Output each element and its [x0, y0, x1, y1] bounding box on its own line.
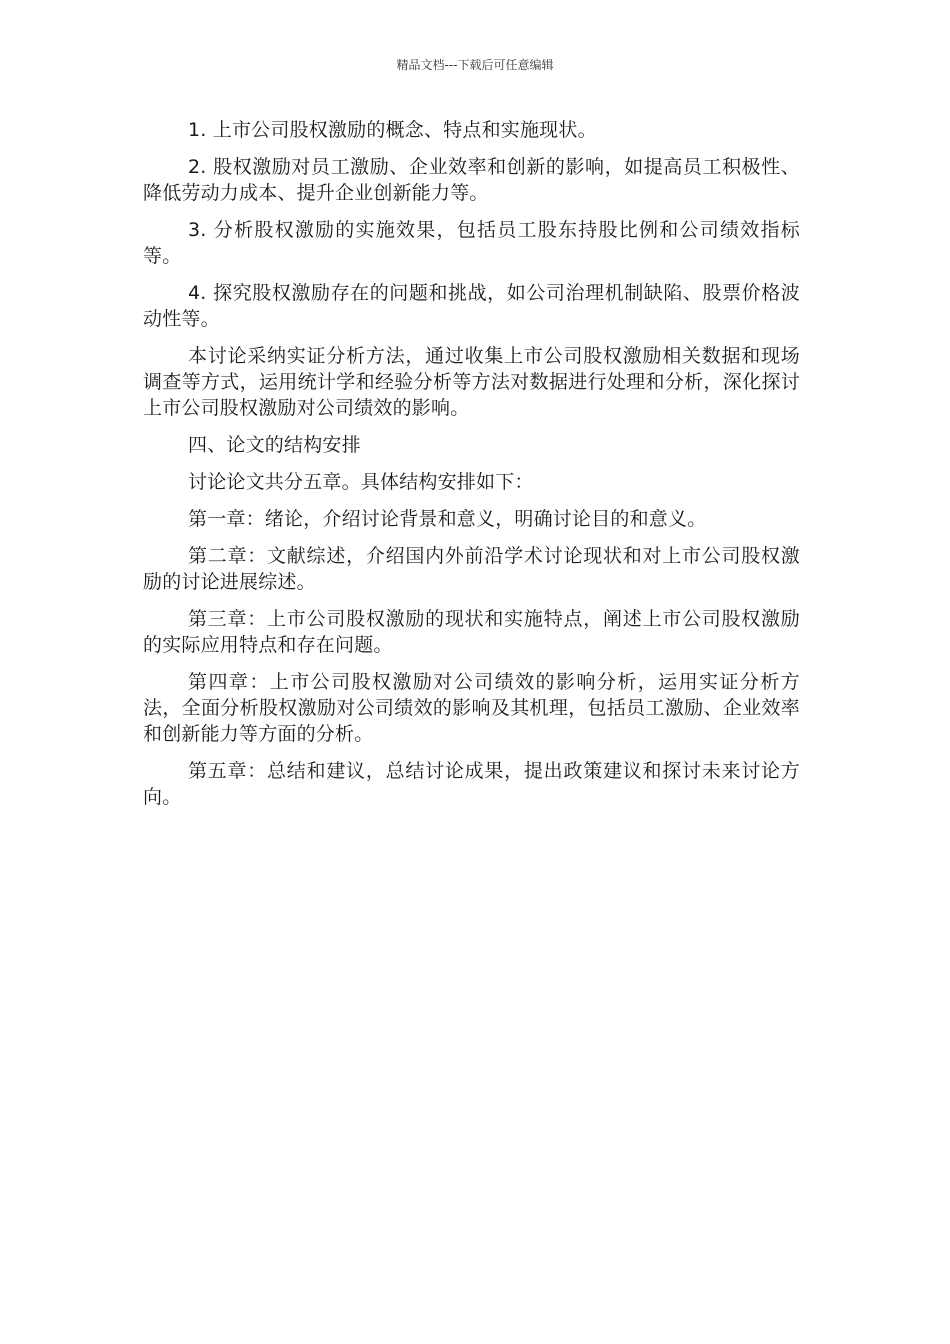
section-heading: 四、论文的结构安排 — [188, 434, 361, 456]
list-item-2: 2. 股权激励对员工激励、企业效率和创新的影响，如提高员工积极性、降低劳动力成本、提升企业创新能力等。 — [143, 156, 800, 204]
list-item-3: 3. 分析股权激励的实施效果，包括员工股东持股比例和公司绩效指标等。 — [143, 219, 800, 267]
method-paragraph: 本讨论采纳实证分析方法，通过收集上市公司股权激励相关数据和现场调查等方式，运用统计学和经验分析等方法对数据进行处理和分析，深化探讨上市公司股权激励对公司绩效的影响。 — [143, 345, 800, 419]
structure-intro: 讨论论文共分五章。具体结构安排如下： — [188, 471, 534, 493]
document-body — [143, 117, 800, 821]
list-item-4: 4. 探究股权激励存在的问题和挑战，如公司治理机制缺陷、股票价格波动性等。 — [143, 282, 800, 330]
chapter-2: 第二章：文献综述，介绍国内外前沿学术讨论现状和对上市公司股权激励的讨论进展综述。 — [143, 545, 800, 593]
page-header: 精品文档---下载后可任意编辑 — [396, 58, 554, 72]
chapter-3: 第三章：上市公司股权激励的现状和实施特点，阐述上市公司股权激励的实际应用特点和存在问题。 — [143, 608, 800, 656]
list-item-1: 1. 上市公司股权激励的概念、特点和实施现状。 — [188, 119, 597, 141]
chapter-1: 第一章：绪论，介绍讨论背景和意义，明确讨论目的和意义。 — [188, 508, 707, 530]
chapter-4: 第四章：上市公司股权激励对公司绩效的影响分析，运用实证分析方法，全面分析股权激励对公司绩效的影响及其机理，包括员工激励、企业效率和创新能力等方面的分析。 — [143, 671, 800, 745]
chapter-5: 第五章：总结和建议，总结讨论成果，提出政策建议和探讨未来讨论方向。 — [143, 760, 800, 808]
